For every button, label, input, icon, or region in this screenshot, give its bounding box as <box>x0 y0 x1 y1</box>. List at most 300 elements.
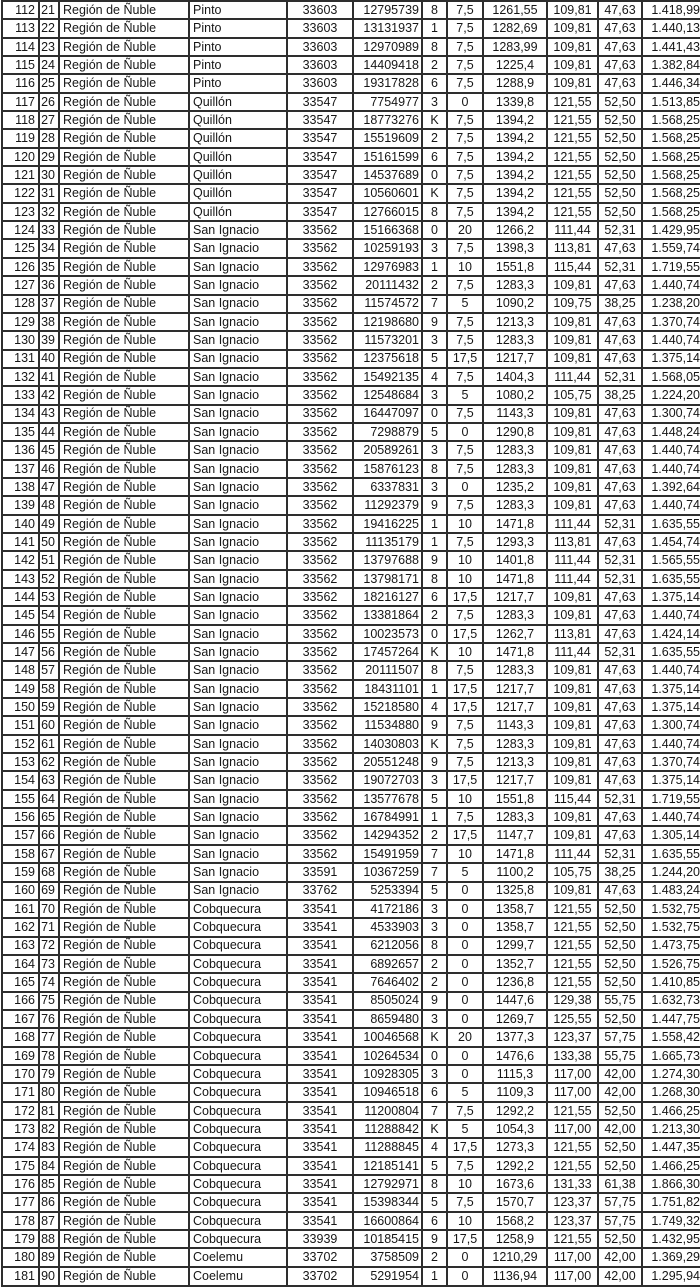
table-row <box>2 882 700 900</box>
cell-amount-a: 10 <box>447 1175 483 1193</box>
cell-dv: 3 <box>422 1065 447 1083</box>
cell-region: Región de Ñuble <box>59 1047 189 1065</box>
cell-row-number: 181 <box>2 1267 39 1286</box>
table-row <box>2 1120 700 1138</box>
cell-rut-number: 4533903 <box>353 918 422 936</box>
cell-region: Región de Ñuble <box>59 295 189 313</box>
cell-row-number: 164 <box>2 955 39 973</box>
cell-amount-a: 10 <box>447 515 483 533</box>
table-row <box>2 1193 700 1211</box>
cell-commune: San Ignacio <box>189 295 287 313</box>
cell-amount-d: 47,63 <box>598 460 642 478</box>
cell-commune: San Ignacio <box>189 588 287 606</box>
table-row <box>2 441 700 459</box>
cell-amount-c: 109,81 <box>547 313 598 331</box>
cell-amount-d: 47,63 <box>598 716 642 734</box>
cell-amount-d: 47,63 <box>598 680 642 698</box>
cell-row-number: 119 <box>2 129 39 147</box>
cell-amount-total: 1.568,25 <box>642 184 700 202</box>
cell-region: Región de Ñuble <box>59 460 189 478</box>
cell-amount-c: 129,38 <box>547 992 598 1010</box>
cell-amount-c: 117,00 <box>547 1065 598 1083</box>
cell-amount-b: 1090,2 <box>483 295 547 313</box>
cell-commune-code: 33541 <box>287 937 353 955</box>
cell-rut-number: 20589261 <box>353 441 422 459</box>
cell-commune-code: 33562 <box>287 771 353 789</box>
cell-amount-c: 121,55 <box>547 1102 598 1120</box>
cell-amount-d: 52,50 <box>598 1138 642 1156</box>
cell-region: Región de Ñuble <box>59 258 189 276</box>
cell-dv: 8 <box>422 661 447 679</box>
cell-amount-total: 1.466,25 <box>642 1102 700 1120</box>
table-row <box>2 955 700 973</box>
cell-amount-d: 47,63 <box>598 808 642 826</box>
cell-amount-d: 52,50 <box>598 955 642 973</box>
cell-region: Región de Ñuble <box>59 1248 189 1266</box>
cell-commune: Cobquecura <box>189 1065 287 1083</box>
cell-amount-a: 0 <box>447 1065 483 1083</box>
cell-row-number: 146 <box>2 625 39 643</box>
cell-row-number: 142 <box>2 551 39 569</box>
cell-amount-a: 7,5 <box>447 111 483 129</box>
cell-amount-c: 109,81 <box>547 276 598 294</box>
cell-amount-a: 0 <box>447 1010 483 1028</box>
cell-sequence-number: 70 <box>39 900 59 918</box>
cell-amount-a: 0 <box>447 478 483 496</box>
cell-region: Región de Ñuble <box>59 588 189 606</box>
cell-region: Región de Ñuble <box>59 625 189 643</box>
cell-amount-c: 109,81 <box>547 478 598 496</box>
cell-commune: Quillón <box>189 111 287 129</box>
cell-row-number: 143 <box>2 570 39 588</box>
cell-row-number: 114 <box>2 38 39 56</box>
cell-commune-code: 33541 <box>287 1157 353 1175</box>
table-row <box>2 698 700 716</box>
cell-amount-d: 38,25 <box>598 863 642 881</box>
cell-rut-number: 12198680 <box>353 313 422 331</box>
cell-commune-code: 33562 <box>287 295 353 313</box>
cell-amount-total: 1.424,14 <box>642 625 700 643</box>
cell-sequence-number: 83 <box>39 1138 59 1156</box>
cell-commune-code: 33702 <box>287 1267 353 1286</box>
cell-dv: 2 <box>422 1248 447 1266</box>
cell-amount-b: 1290,8 <box>483 423 547 441</box>
cell-amount-b: 1213,3 <box>483 313 547 331</box>
cell-commune-code: 33562 <box>287 643 353 661</box>
cell-commune: Cobquecura <box>189 1028 287 1046</box>
cell-row-number: 148 <box>2 661 39 679</box>
cell-rut-number: 10946518 <box>353 1083 422 1101</box>
cell-row-number: 141 <box>2 533 39 551</box>
cell-region: Región de Ñuble <box>59 1138 189 1156</box>
cell-amount-d: 47,63 <box>598 239 642 257</box>
cell-row-number: 147 <box>2 643 39 661</box>
cell-amount-a: 7,5 <box>447 735 483 753</box>
cell-rut-number: 13131937 <box>353 19 422 37</box>
cell-dv: 2 <box>422 973 447 991</box>
table-row <box>2 350 700 368</box>
cell-amount-a: 7,5 <box>447 808 483 826</box>
cell-amount-b: 1394,2 <box>483 184 547 202</box>
cell-commune: Pinto <box>189 74 287 92</box>
cell-sequence-number: 45 <box>39 441 59 459</box>
cell-sequence-number: 76 <box>39 1010 59 1028</box>
cell-commune: San Ignacio <box>189 533 287 551</box>
cell-row-number: 160 <box>2 882 39 900</box>
cell-rut-number: 7298879 <box>353 423 422 441</box>
cell-amount-b: 1213,3 <box>483 753 547 771</box>
cell-amount-total: 1.440,74 <box>642 460 700 478</box>
cell-amount-a: 7,5 <box>447 716 483 734</box>
cell-commune: San Ignacio <box>189 570 287 588</box>
cell-row-number: 136 <box>2 441 39 459</box>
cell-row-number: 172 <box>2 1102 39 1120</box>
cell-row-number: 132 <box>2 368 39 386</box>
cell-amount-total: 1.244,20 <box>642 863 700 881</box>
cell-amount-a: 7,5 <box>447 239 483 257</box>
cell-commune: San Ignacio <box>189 478 287 496</box>
table-row <box>2 1102 700 1120</box>
cell-amount-total: 1.559,74 <box>642 239 700 257</box>
cell-sequence-number: 65 <box>39 808 59 826</box>
cell-amount-d: 38,25 <box>598 386 642 404</box>
cell-sequence-number: 75 <box>39 992 59 1010</box>
cell-amount-total: 1.440,74 <box>642 331 700 349</box>
cell-dv: 8 <box>422 937 447 955</box>
cell-amount-d: 47,63 <box>598 1 642 19</box>
cell-row-number: 115 <box>2 56 39 74</box>
cell-amount-c: 109,81 <box>547 826 598 844</box>
cell-commune: Cobquecura <box>189 1010 287 1028</box>
cell-region: Región de Ñuble <box>59 478 189 496</box>
cell-region: Región de Ñuble <box>59 38 189 56</box>
cell-amount-a: 17,5 <box>447 698 483 716</box>
cell-amount-b: 1261,55 <box>483 1 547 19</box>
cell-sequence-number: 40 <box>39 350 59 368</box>
cell-sequence-number: 74 <box>39 973 59 991</box>
cell-rut-number: 12548684 <box>353 386 422 404</box>
cell-amount-b: 1143,3 <box>483 716 547 734</box>
table-row <box>2 753 700 771</box>
cell-dv: 6 <box>422 588 447 606</box>
cell-commune-code: 33541 <box>287 973 353 991</box>
cell-row-number: 175 <box>2 1157 39 1175</box>
cell-rut-number: 8659480 <box>353 1010 422 1028</box>
cell-amount-a: 7,5 <box>447 753 483 771</box>
cell-sequence-number: 53 <box>39 588 59 606</box>
cell-commune: San Ignacio <box>189 405 287 423</box>
cell-amount-a: 0 <box>447 992 483 1010</box>
cell-amount-a: 5 <box>447 295 483 313</box>
table-row <box>2 735 700 753</box>
cell-sequence-number: 57 <box>39 661 59 679</box>
cell-amount-c: 111,44 <box>547 221 598 239</box>
table-row <box>2 680 700 698</box>
cell-dv: 9 <box>422 753 447 771</box>
cell-commune-code: 33541 <box>287 955 353 973</box>
table-row <box>2 148 700 166</box>
cell-commune: San Ignacio <box>189 368 287 386</box>
cell-region: Región de Ñuble <box>59 19 189 37</box>
cell-commune-code: 33603 <box>287 19 353 37</box>
cell-amount-b: 1217,7 <box>483 771 547 789</box>
cell-sequence-number: 84 <box>39 1157 59 1175</box>
cell-amount-a: 17,5 <box>447 1138 483 1156</box>
cell-region: Región de Ñuble <box>59 826 189 844</box>
cell-amount-c: 109,81 <box>547 606 598 624</box>
cell-dv: 0 <box>422 166 447 184</box>
cell-amount-c: 121,55 <box>547 129 598 147</box>
table-row <box>2 1065 700 1083</box>
cell-sequence-number: 46 <box>39 460 59 478</box>
cell-region: Región de Ñuble <box>59 129 189 147</box>
cell-row-number: 156 <box>2 808 39 826</box>
cell-region: Región de Ñuble <box>59 313 189 331</box>
cell-amount-total: 1.370,74 <box>642 753 700 771</box>
cell-commune-code: 33562 <box>287 258 353 276</box>
cell-rut-number: 15161599 <box>353 148 422 166</box>
cell-amount-total: 1.238,20 <box>642 295 700 313</box>
cell-amount-c: 109,81 <box>547 331 598 349</box>
cell-amount-d: 47,63 <box>598 276 642 294</box>
table-row <box>2 184 700 202</box>
cell-amount-b: 1266,2 <box>483 221 547 239</box>
cell-dv: 3 <box>422 1010 447 1028</box>
cell-dv: 6 <box>422 1083 447 1101</box>
cell-rut-number: 15876123 <box>353 460 422 478</box>
cell-sequence-number: 86 <box>39 1193 59 1211</box>
cell-dv: 9 <box>422 313 447 331</box>
cell-sequence-number: 63 <box>39 771 59 789</box>
cell-sequence-number: 39 <box>39 331 59 349</box>
cell-region: Región de Ñuble <box>59 221 189 239</box>
cell-row-number: 145 <box>2 606 39 624</box>
cell-amount-b: 1673,6 <box>483 1175 547 1193</box>
cell-commune-code: 33562 <box>287 515 353 533</box>
cell-amount-total: 1.440,13 <box>642 19 700 37</box>
cell-amount-c: 109,81 <box>547 588 598 606</box>
cell-region: Región de Ñuble <box>59 405 189 423</box>
cell-row-number: 178 <box>2 1212 39 1230</box>
cell-amount-total: 1.749,32 <box>642 1212 700 1230</box>
table-row <box>2 258 700 276</box>
cell-amount-total: 1.568,25 <box>642 129 700 147</box>
cell-commune: Coelemu <box>189 1248 287 1266</box>
cell-amount-c: 131,33 <box>547 1175 598 1193</box>
cell-commune-code: 33541 <box>287 1193 353 1211</box>
cell-amount-a: 0 <box>447 918 483 936</box>
cell-sequence-number: 26 <box>39 93 59 111</box>
cell-row-number: 135 <box>2 423 39 441</box>
cell-amount-c: 121,55 <box>547 166 598 184</box>
cell-rut-number: 16447097 <box>353 405 422 423</box>
cell-row-number: 161 <box>2 900 39 918</box>
cell-region: Región de Ñuble <box>59 808 189 826</box>
table-row <box>2 606 700 624</box>
cell-sequence-number: 66 <box>39 826 59 844</box>
cell-sequence-number: 30 <box>39 166 59 184</box>
cell-commune: San Ignacio <box>189 606 287 624</box>
cell-rut-number: 11534880 <box>353 716 422 734</box>
cell-rut-number: 10367259 <box>353 863 422 881</box>
cell-commune-code: 33541 <box>287 900 353 918</box>
table-row <box>2 368 700 386</box>
cell-dv: 1 <box>422 515 447 533</box>
cell-amount-d: 47,63 <box>598 826 642 844</box>
cell-region: Región de Ñuble <box>59 331 189 349</box>
cell-amount-c: 109,81 <box>547 74 598 92</box>
cell-commune-code: 33562 <box>287 276 353 294</box>
cell-sequence-number: 31 <box>39 184 59 202</box>
cell-sequence-number: 89 <box>39 1248 59 1266</box>
cell-row-number: 134 <box>2 405 39 423</box>
table-row <box>2 74 700 92</box>
table-row <box>2 588 700 606</box>
cell-amount-a: 7,5 <box>447 166 483 184</box>
cell-amount-a: 10 <box>447 551 483 569</box>
cell-commune-code: 33541 <box>287 1102 353 1120</box>
cell-rut-number: 10264534 <box>353 1047 422 1065</box>
cell-amount-b: 1283,3 <box>483 808 547 826</box>
cell-amount-b: 1283,3 <box>483 606 547 624</box>
cell-amount-c: 109,81 <box>547 716 598 734</box>
cell-amount-d: 47,63 <box>598 882 642 900</box>
cell-amount-total: 1.446,34 <box>642 74 700 92</box>
cell-region: Región de Ñuble <box>59 606 189 624</box>
cell-sequence-number: 60 <box>39 716 59 734</box>
cell-amount-d: 47,63 <box>598 625 642 643</box>
cell-amount-a: 0 <box>447 882 483 900</box>
table-row <box>2 111 700 129</box>
cell-row-number: 162 <box>2 918 39 936</box>
cell-amount-total: 1.635,55 <box>642 643 700 661</box>
cell-sequence-number: 41 <box>39 368 59 386</box>
table-row <box>2 1212 700 1230</box>
cell-amount-d: 47,63 <box>598 405 642 423</box>
cell-commune-code: 33562 <box>287 845 353 863</box>
cell-commune: San Ignacio <box>189 441 287 459</box>
cell-region: Región de Ñuble <box>59 1193 189 1211</box>
cell-amount-b: 1401,8 <box>483 551 547 569</box>
cell-amount-b: 1394,2 <box>483 166 547 184</box>
cell-region: Región de Ñuble <box>59 184 189 202</box>
cell-row-number: 129 <box>2 313 39 331</box>
cell-rut-number: 18431101 <box>353 680 422 698</box>
cell-row-number: 166 <box>2 992 39 1010</box>
cell-commune: San Ignacio <box>189 882 287 900</box>
cell-commune: Cobquecura <box>189 1047 287 1065</box>
cell-sequence-number: 56 <box>39 643 59 661</box>
cell-commune-code: 33562 <box>287 735 353 753</box>
cell-commune: Cobquecura <box>189 992 287 1010</box>
cell-amount-c: 109,81 <box>547 19 598 37</box>
cell-amount-total: 1.375,14 <box>642 350 700 368</box>
cell-commune: Cobquecura <box>189 973 287 991</box>
cell-commune-code: 33562 <box>287 698 353 716</box>
cell-amount-c: 109,81 <box>547 753 598 771</box>
cell-amount-c: 109,81 <box>547 496 598 514</box>
cell-amount-d: 47,63 <box>598 661 642 679</box>
cell-rut-number: 6892657 <box>353 955 422 973</box>
table-row <box>2 661 700 679</box>
table-row <box>2 221 700 239</box>
cell-amount-total: 1.719,55 <box>642 790 700 808</box>
cell-rut-number: 12766015 <box>353 203 422 221</box>
cell-amount-d: 52,50 <box>598 1102 642 1120</box>
cell-rut-number: 20111507 <box>353 661 422 679</box>
cell-amount-a: 7,5 <box>447 313 483 331</box>
cell-amount-d: 52,31 <box>598 570 642 588</box>
cell-region: Región de Ñuble <box>59 74 189 92</box>
cell-region: Región de Ñuble <box>59 973 189 991</box>
table-row <box>2 845 700 863</box>
cell-amount-d: 52,50 <box>598 1157 642 1175</box>
cell-sequence-number: 67 <box>39 845 59 863</box>
cell-region: Región de Ñuble <box>59 533 189 551</box>
cell-amount-c: 109,81 <box>547 405 598 423</box>
cell-amount-d: 61,38 <box>598 1175 642 1193</box>
cell-amount-c: 117,00 <box>547 1120 598 1138</box>
cell-amount-a: 10 <box>447 845 483 863</box>
cell-amount-c: 121,55 <box>547 148 598 166</box>
cell-commune: San Ignacio <box>189 331 287 349</box>
cell-amount-d: 47,63 <box>598 423 642 441</box>
cell-amount-a: 17,5 <box>447 1230 483 1248</box>
cell-amount-d: 42,00 <box>598 1065 642 1083</box>
table-row <box>2 1047 700 1065</box>
cell-amount-a: 0 <box>447 1047 483 1065</box>
cell-amount-c: 113,81 <box>547 625 598 643</box>
cell-rut-number: 13577678 <box>353 790 422 808</box>
table-row <box>2 239 700 257</box>
cell-sequence-number: 73 <box>39 955 59 973</box>
cell-commune: San Ignacio <box>189 460 287 478</box>
cell-commune: San Ignacio <box>189 515 287 533</box>
cell-amount-a: 0 <box>447 1267 483 1286</box>
cell-amount-total: 1.532,75 <box>642 918 700 936</box>
cell-region: Región de Ñuble <box>59 441 189 459</box>
cell-sequence-number: 72 <box>39 937 59 955</box>
cell-region: Región de Ñuble <box>59 1010 189 1028</box>
cell-amount-b: 1217,7 <box>483 588 547 606</box>
cell-rut-number: 15398344 <box>353 1193 422 1211</box>
cell-commune-code: 33562 <box>287 551 353 569</box>
cell-region: Región de Ñuble <box>59 203 189 221</box>
cell-commune: Cobquecura <box>189 900 287 918</box>
cell-commune: San Ignacio <box>189 350 287 368</box>
cell-row-number: 180 <box>2 1248 39 1266</box>
cell-commune-code: 33603 <box>287 38 353 56</box>
cell-rut-number: 12792971 <box>353 1175 422 1193</box>
cell-sequence-number: 82 <box>39 1120 59 1138</box>
cell-commune-code: 33547 <box>287 203 353 221</box>
cell-amount-d: 47,63 <box>598 74 642 92</box>
cell-row-number: 123 <box>2 203 39 221</box>
cell-amount-b: 1100,2 <box>483 863 547 881</box>
cell-amount-c: 117,00 <box>547 1083 598 1101</box>
cell-rut-number: 19317828 <box>353 74 422 92</box>
cell-row-number: 177 <box>2 1193 39 1211</box>
cell-amount-d: 52,50 <box>598 973 642 991</box>
cell-amount-b: 1551,8 <box>483 790 547 808</box>
cell-row-number: 130 <box>2 331 39 349</box>
cell-commune: San Ignacio <box>189 276 287 294</box>
cell-rut-number: 16600864 <box>353 1212 422 1230</box>
cell-region: Región de Ñuble <box>59 900 189 918</box>
cell-amount-d: 47,63 <box>598 588 642 606</box>
cell-amount-total: 1.526,75 <box>642 955 700 973</box>
cell-amount-d: 52,50 <box>598 918 642 936</box>
